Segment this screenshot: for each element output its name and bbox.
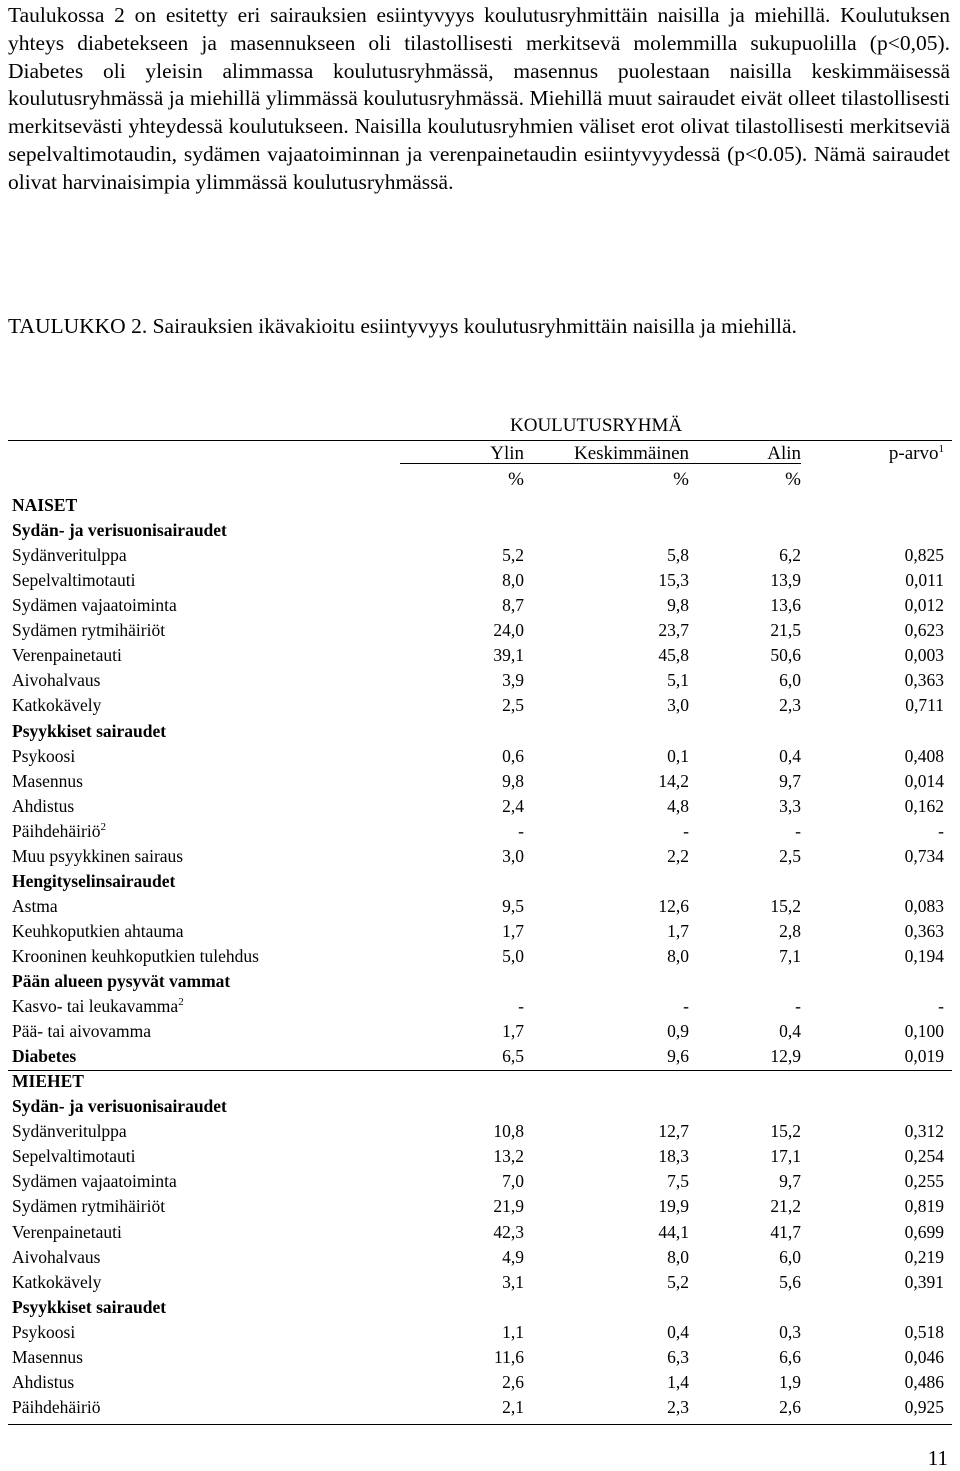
footnote-marker: 2 bbox=[100, 820, 106, 833]
cell-alin: 7,1 bbox=[779, 945, 801, 966]
cell-p-arvo: - bbox=[938, 996, 944, 1016]
cell-keskimmainen: 23,7 bbox=[658, 620, 689, 641]
table-row bbox=[0, 1395, 960, 1419]
row-label bbox=[12, 1320, 75, 1344]
cell-p-arvo: 0,255 bbox=[904, 1171, 944, 1192]
cell-alin: 2,8 bbox=[779, 920, 801, 941]
row-label bbox=[12, 643, 122, 667]
cell-ylin: 9,8 bbox=[502, 770, 524, 791]
row-label-text: Psykoosi bbox=[12, 1321, 76, 1342]
row-label bbox=[12, 1044, 76, 1068]
row-label-text: NAISET bbox=[12, 495, 78, 515]
cell-alin: 6,2 bbox=[779, 545, 801, 566]
cell-alin: 0,3 bbox=[779, 1321, 801, 1342]
cell-alin: 21,2 bbox=[770, 1196, 801, 1217]
row-label-text: Sydän- ja verisuonisairaudet bbox=[12, 520, 227, 540]
row-label-text: Muu psyykkinen sairaus bbox=[12, 845, 184, 866]
cell-alin: 5,6 bbox=[779, 1271, 801, 1292]
row-label bbox=[12, 919, 184, 943]
cell-keskimmainen: 9,8 bbox=[667, 595, 689, 616]
cell-p-arvo: 0,012 bbox=[904, 595, 944, 616]
cell-ylin: 2,5 bbox=[502, 695, 524, 716]
row-label-text: Aivohalvaus bbox=[12, 1246, 101, 1267]
row-label-text: Sydämen rytmihäiriöt bbox=[12, 1196, 166, 1217]
cell-ylin: 2,4 bbox=[502, 795, 524, 816]
cell-p-arvo: 0,254 bbox=[904, 1146, 944, 1167]
cell-alin: 41,7 bbox=[770, 1221, 801, 1242]
table-row bbox=[0, 994, 960, 1018]
cell-keskimmainen: 0,4 bbox=[667, 1321, 689, 1342]
section-row bbox=[0, 1069, 960, 1093]
cell-keskimmainen: 8,0 bbox=[667, 945, 689, 966]
cell-p-arvo: 0,486 bbox=[904, 1371, 944, 1392]
page-number: 11 bbox=[927, 1446, 948, 1470]
row-label bbox=[12, 769, 83, 793]
cell-keskimmainen: 2,2 bbox=[667, 845, 689, 866]
section-label bbox=[12, 1295, 166, 1319]
cell-ylin: 4,9 bbox=[502, 1246, 524, 1267]
cell-p-arvo: 0,363 bbox=[904, 670, 944, 691]
cell-alin: 2,5 bbox=[779, 845, 801, 866]
units-row bbox=[0, 468, 960, 492]
footnote-marker: 2 bbox=[178, 996, 184, 1008]
cell-keskimmainen: 44,1 bbox=[658, 1221, 689, 1242]
row-label bbox=[12, 994, 184, 1018]
unit-keskimmainen: % bbox=[673, 469, 689, 490]
cell-ylin: 5,2 bbox=[502, 545, 524, 566]
cell-p-arvo: 0,014 bbox=[904, 770, 944, 791]
section-row bbox=[0, 493, 960, 517]
cell-alin: 6,6 bbox=[779, 1346, 801, 1367]
cell-alin: 6,0 bbox=[779, 670, 801, 691]
table-row bbox=[0, 894, 960, 918]
section-row bbox=[0, 1295, 960, 1319]
row-label-text: Sydämen vajaatoiminta bbox=[12, 1171, 177, 1192]
cell-alin: 2,6 bbox=[779, 1396, 801, 1417]
cell-ylin: 9,5 bbox=[502, 895, 524, 916]
cell-p-arvo: 0,312 bbox=[904, 1121, 944, 1142]
table-row bbox=[0, 1320, 960, 1344]
cell-p-arvo: 0,019 bbox=[904, 1046, 944, 1067]
cell-p-arvo: 0,518 bbox=[904, 1321, 944, 1342]
cell-ylin: 13,2 bbox=[493, 1146, 524, 1167]
row-label bbox=[12, 693, 101, 717]
cell-ylin: 6,5 bbox=[502, 1046, 524, 1067]
table-row bbox=[0, 593, 960, 617]
row-label bbox=[12, 794, 74, 818]
row-label bbox=[12, 1270, 101, 1294]
column-header-row bbox=[0, 442, 960, 466]
cell-keskimmainen: 1,4 bbox=[667, 1371, 689, 1392]
row-label bbox=[12, 894, 58, 918]
row-label-text: Katkokävely bbox=[12, 1271, 102, 1292]
row-label-text: Sydämen vajaatoiminta bbox=[12, 595, 177, 616]
row-label-text: Päihdehäiriö bbox=[12, 1396, 101, 1417]
cell-ylin: 0,6 bbox=[502, 745, 524, 766]
cell-ylin: 3,0 bbox=[502, 845, 524, 866]
cell-alin: 0,4 bbox=[779, 1021, 801, 1042]
cell-alin: 21,5 bbox=[770, 620, 801, 641]
cell-p-arvo: 0,011 bbox=[905, 570, 944, 591]
cell-ylin: - bbox=[518, 996, 524, 1016]
cell-alin: 50,6 bbox=[770, 645, 801, 666]
row-label bbox=[12, 844, 183, 868]
cell-keskimmainen: 19,9 bbox=[658, 1196, 689, 1217]
cell-alin: - bbox=[795, 820, 801, 841]
cell-keskimmainen: 4,8 bbox=[667, 795, 689, 816]
table-row bbox=[0, 1345, 960, 1369]
row-label bbox=[12, 543, 127, 567]
cell-keskimmainen: 2,3 bbox=[667, 1396, 689, 1417]
table-row bbox=[0, 543, 960, 567]
row-label-text: Verenpainetauti bbox=[12, 1221, 122, 1242]
cell-p-arvo: 0,825 bbox=[904, 545, 944, 566]
row-label-text: Ahdistus bbox=[12, 1371, 75, 1392]
cell-keskimmainen: 12,6 bbox=[658, 895, 689, 916]
cell-p-arvo: 0,100 bbox=[904, 1021, 944, 1042]
section-row bbox=[0, 719, 960, 743]
cell-alin: 15,2 bbox=[770, 895, 801, 916]
row-label bbox=[12, 744, 75, 768]
cell-keskimmainen: 9,6 bbox=[667, 1046, 689, 1067]
cell-p-arvo: 0,162 bbox=[904, 795, 944, 816]
cell-p-arvo: 0,408 bbox=[904, 745, 944, 766]
cell-ylin: 5,0 bbox=[502, 945, 524, 966]
section-row bbox=[0, 1094, 960, 1118]
cell-p-arvo: - bbox=[938, 820, 944, 841]
cell-keskimmainen: 45,8 bbox=[658, 645, 689, 666]
section-label bbox=[12, 1069, 84, 1093]
table-row bbox=[0, 1194, 960, 1218]
table-row bbox=[0, 1019, 960, 1043]
cell-keskimmainen: 5,1 bbox=[667, 670, 689, 691]
table-top-rule bbox=[8, 440, 952, 441]
col-header-p-arvo: p-arvo$^1$ bbox=[888, 443, 944, 464]
intro-paragraph: Taulukossa 2 on esitetty eri sairauksien esiintyvyys koulutusryhmittäin naisilla ja miehillä. Koulutuksen yhteys diabetekseen ja masennukseen oli tilastollisesti merkitsevä molemmilla sukupuolilla (p<0,05). Diabetes oli yleisin alimmassa koulutusryhmässä, masennus puolestaan naisilla keskimmäisessä koulutusryhmässä ja miehillä ylimmässä koulutusryhmässä. Miehillä muut sairaudet eivät olleet tilastollisesti merkitsevästi yhteydessä koulutukseen. Naisilla koulutusryhmien väliset erot olivat tilastollisesti merkitseviä sepelvaltimotaudin, sydämen vajaatoiminnan ja verenpainetaudin esiintyvyydessä (p<0.05). Nämä sairaudet olivat harvinaisimpia ylimmässä koulutusryhmässä. bbox=[8, 3, 950, 194]
cell-alin: 6,0 bbox=[779, 1246, 801, 1267]
cell-ylin: 8,7 bbox=[502, 595, 524, 616]
row-label-text: Psykoosi bbox=[12, 745, 76, 766]
cell-alin: 9,7 bbox=[779, 1171, 801, 1192]
cell-alin: 13,9 bbox=[770, 570, 801, 591]
cell-alin: 1,9 bbox=[779, 1371, 801, 1392]
section-row bbox=[0, 518, 960, 542]
cell-keskimmainen: 14,2 bbox=[658, 770, 689, 791]
row-label-text: Sepelvaltimotauti bbox=[12, 1146, 136, 1167]
table-row bbox=[0, 1144, 960, 1168]
cell-keskimmainen: 7,5 bbox=[667, 1171, 689, 1192]
table-row bbox=[0, 668, 960, 692]
row-label-text: Aivohalvaus bbox=[12, 670, 101, 691]
table-row bbox=[0, 794, 960, 818]
row-label-text: Hengityselinsairaudet bbox=[12, 870, 176, 891]
table-row bbox=[0, 693, 960, 717]
cell-ylin: 2,6 bbox=[502, 1371, 524, 1392]
cell-keskimmainen: 18,3 bbox=[658, 1146, 689, 1167]
row-label bbox=[12, 1144, 135, 1168]
row-label bbox=[12, 944, 259, 968]
row-label-text: Päihdehäiriö bbox=[12, 820, 101, 841]
table-row bbox=[0, 1169, 960, 1193]
cell-p-arvo: 0,734 bbox=[904, 845, 944, 866]
table-row bbox=[0, 1044, 960, 1068]
row-label bbox=[12, 1370, 74, 1394]
row-label-text: Ahdistus bbox=[12, 795, 75, 816]
row-label-text: Sydämen rytmihäiriöt bbox=[12, 620, 166, 641]
cell-ylin: 21,9 bbox=[493, 1196, 524, 1217]
row-label-text: Sepelvaltimotauti bbox=[12, 570, 136, 591]
row-label bbox=[12, 1220, 122, 1244]
table-caption: TAULUKKO 2. Sairauksien ikävakioitu esiintyvyys koulutusryhmittäin naisilla ja miehillä. bbox=[8, 314, 797, 338]
row-label bbox=[12, 568, 135, 592]
col-header-keskimmainen: Keskimmäinen bbox=[573, 443, 689, 464]
cell-ylin: 10,8 bbox=[493, 1121, 524, 1142]
section-label bbox=[12, 518, 227, 542]
mid-rule bbox=[8, 1070, 952, 1071]
cell-ylin: 1,7 bbox=[502, 1021, 524, 1042]
table-row bbox=[0, 844, 960, 868]
cell-keskimmainen: - bbox=[683, 996, 689, 1016]
cell-keskimmainen: 1,7 bbox=[667, 920, 689, 941]
cell-keskimmainen: 5,2 bbox=[667, 1271, 689, 1292]
row-label bbox=[12, 1245, 100, 1269]
row-label bbox=[12, 1019, 151, 1043]
row-label-text: MIEHET bbox=[12, 1071, 84, 1092]
cell-p-arvo: 0,819 bbox=[904, 1196, 944, 1217]
row-label-text: Psyykkiset sairaudet bbox=[12, 1296, 167, 1317]
table-group-header: KOULUTUSRYHMÄ bbox=[510, 415, 683, 436]
cell-ylin: 2,1 bbox=[502, 1396, 524, 1417]
cell-p-arvo: 0,083 bbox=[904, 895, 944, 916]
table-row bbox=[0, 744, 960, 768]
table-row bbox=[0, 568, 960, 592]
section-label bbox=[12, 869, 175, 893]
cell-ylin: 7,0 bbox=[502, 1171, 524, 1192]
col-header-alin: Alin bbox=[767, 443, 801, 464]
cell-alin: 17,1 bbox=[770, 1146, 801, 1167]
row-label-text: Sydänveritulppa bbox=[12, 1121, 127, 1142]
cell-alin: 2,3 bbox=[779, 695, 801, 716]
row-label-text: Katkokävely bbox=[12, 695, 102, 716]
cell-keskimmainen: 0,1 bbox=[667, 745, 689, 766]
cell-p-arvo: 0,623 bbox=[904, 620, 944, 641]
table-row bbox=[0, 819, 960, 843]
cell-ylin: 11,6 bbox=[494, 1346, 524, 1367]
cell-p-arvo: 0,363 bbox=[904, 920, 944, 941]
bottom-rule bbox=[8, 1424, 952, 1425]
cell-alin: 3,3 bbox=[779, 795, 801, 816]
cell-p-arvo: 0,046 bbox=[904, 1346, 944, 1367]
cell-p-arvo: 0,699 bbox=[904, 1221, 944, 1242]
section-row bbox=[0, 969, 960, 993]
cell-p-arvo: 0,003 bbox=[904, 645, 944, 666]
cell-keskimmainen: 15,3 bbox=[658, 570, 689, 591]
unit-alin: % bbox=[785, 469, 801, 490]
cell-alin: 12,9 bbox=[770, 1046, 801, 1067]
row-label bbox=[12, 1395, 100, 1419]
section-label bbox=[12, 1094, 227, 1118]
row-label-text: Masennus bbox=[12, 770, 83, 791]
table-row bbox=[0, 1245, 960, 1269]
cell-ylin: 3,9 bbox=[502, 670, 524, 691]
row-label bbox=[12, 668, 100, 692]
cell-keskimmainen: 0,9 bbox=[667, 1021, 689, 1042]
row-label-text: Diabetes bbox=[12, 1046, 77, 1067]
cell-p-arvo: 0,711 bbox=[905, 695, 944, 716]
row-label-text: Kasvo- tai leukavamma bbox=[12, 996, 179, 1016]
row-label bbox=[12, 593, 177, 617]
cell-ylin: 42,3 bbox=[493, 1221, 524, 1242]
table-row bbox=[0, 1119, 960, 1143]
cell-keskimmainen: 6,3 bbox=[667, 1346, 689, 1367]
cell-alin: - bbox=[795, 996, 801, 1016]
table-row bbox=[0, 944, 960, 968]
cell-ylin: 39,1 bbox=[493, 645, 524, 666]
cell-p-arvo: 0,219 bbox=[904, 1246, 944, 1267]
section-row bbox=[0, 869, 960, 893]
cell-alin: 0,4 bbox=[779, 745, 801, 766]
row-label-text: Sydänveritulppa bbox=[12, 545, 127, 566]
cell-alin: 13,6 bbox=[770, 595, 801, 616]
unit-ylin: % bbox=[508, 469, 524, 490]
row-label-text: Pään alueen pysyvät vammat bbox=[12, 971, 231, 991]
table-row bbox=[0, 769, 960, 793]
row-label bbox=[12, 819, 106, 843]
table-row bbox=[0, 618, 960, 642]
table-row bbox=[0, 1270, 960, 1294]
row-label bbox=[12, 618, 165, 642]
cell-keskimmainen: 5,8 bbox=[667, 545, 689, 566]
table-row bbox=[0, 1220, 960, 1244]
section-label bbox=[12, 719, 166, 743]
cell-keskimmainen: 3,0 bbox=[667, 695, 689, 716]
cell-ylin: 8,0 bbox=[502, 570, 524, 591]
cell-ylin: 24,0 bbox=[493, 620, 524, 641]
row-label bbox=[12, 1169, 177, 1193]
cell-p-arvo: 0,194 bbox=[904, 945, 944, 966]
section-label bbox=[12, 493, 77, 517]
row-label-text: Krooninen keuhkoputkien tulehdus bbox=[12, 945, 259, 966]
table-row bbox=[0, 1370, 960, 1394]
cell-keskimmainen: 8,0 bbox=[667, 1246, 689, 1267]
row-label-text: Masennus bbox=[12, 1346, 83, 1367]
row-label-text: Astma bbox=[12, 895, 58, 916]
row-label-text: Verenpainetauti bbox=[12, 645, 122, 666]
row-label-text: Psyykkiset sairaudet bbox=[12, 720, 167, 741]
row-label-text: Pää- tai aivovamma bbox=[12, 1021, 151, 1042]
section-label bbox=[12, 969, 230, 993]
cell-keskimmainen: 12,7 bbox=[658, 1121, 689, 1142]
cell-p-arvo: 0,925 bbox=[904, 1396, 944, 1417]
row-label bbox=[12, 1345, 83, 1369]
row-label bbox=[12, 1119, 127, 1143]
cell-alin: 15,2 bbox=[770, 1121, 801, 1142]
table-row bbox=[0, 643, 960, 667]
cell-p-arvo: 0,391 bbox=[904, 1271, 944, 1292]
cell-keskimmainen: - bbox=[683, 820, 689, 841]
table-row bbox=[0, 919, 960, 943]
row-label-text: Keuhkoputkien ahtauma bbox=[12, 920, 184, 941]
cell-ylin: 1,1 bbox=[502, 1321, 524, 1342]
row-label-text: Sydän- ja verisuonisairaudet bbox=[12, 1096, 227, 1117]
col-header-ylin: Ylin bbox=[490, 443, 524, 464]
row-label bbox=[12, 1194, 165, 1218]
cell-ylin: - bbox=[518, 820, 524, 841]
cell-alin: 9,7 bbox=[779, 770, 801, 791]
cell-ylin: 1,7 bbox=[502, 920, 524, 941]
cell-ylin: 3,1 bbox=[502, 1271, 524, 1292]
